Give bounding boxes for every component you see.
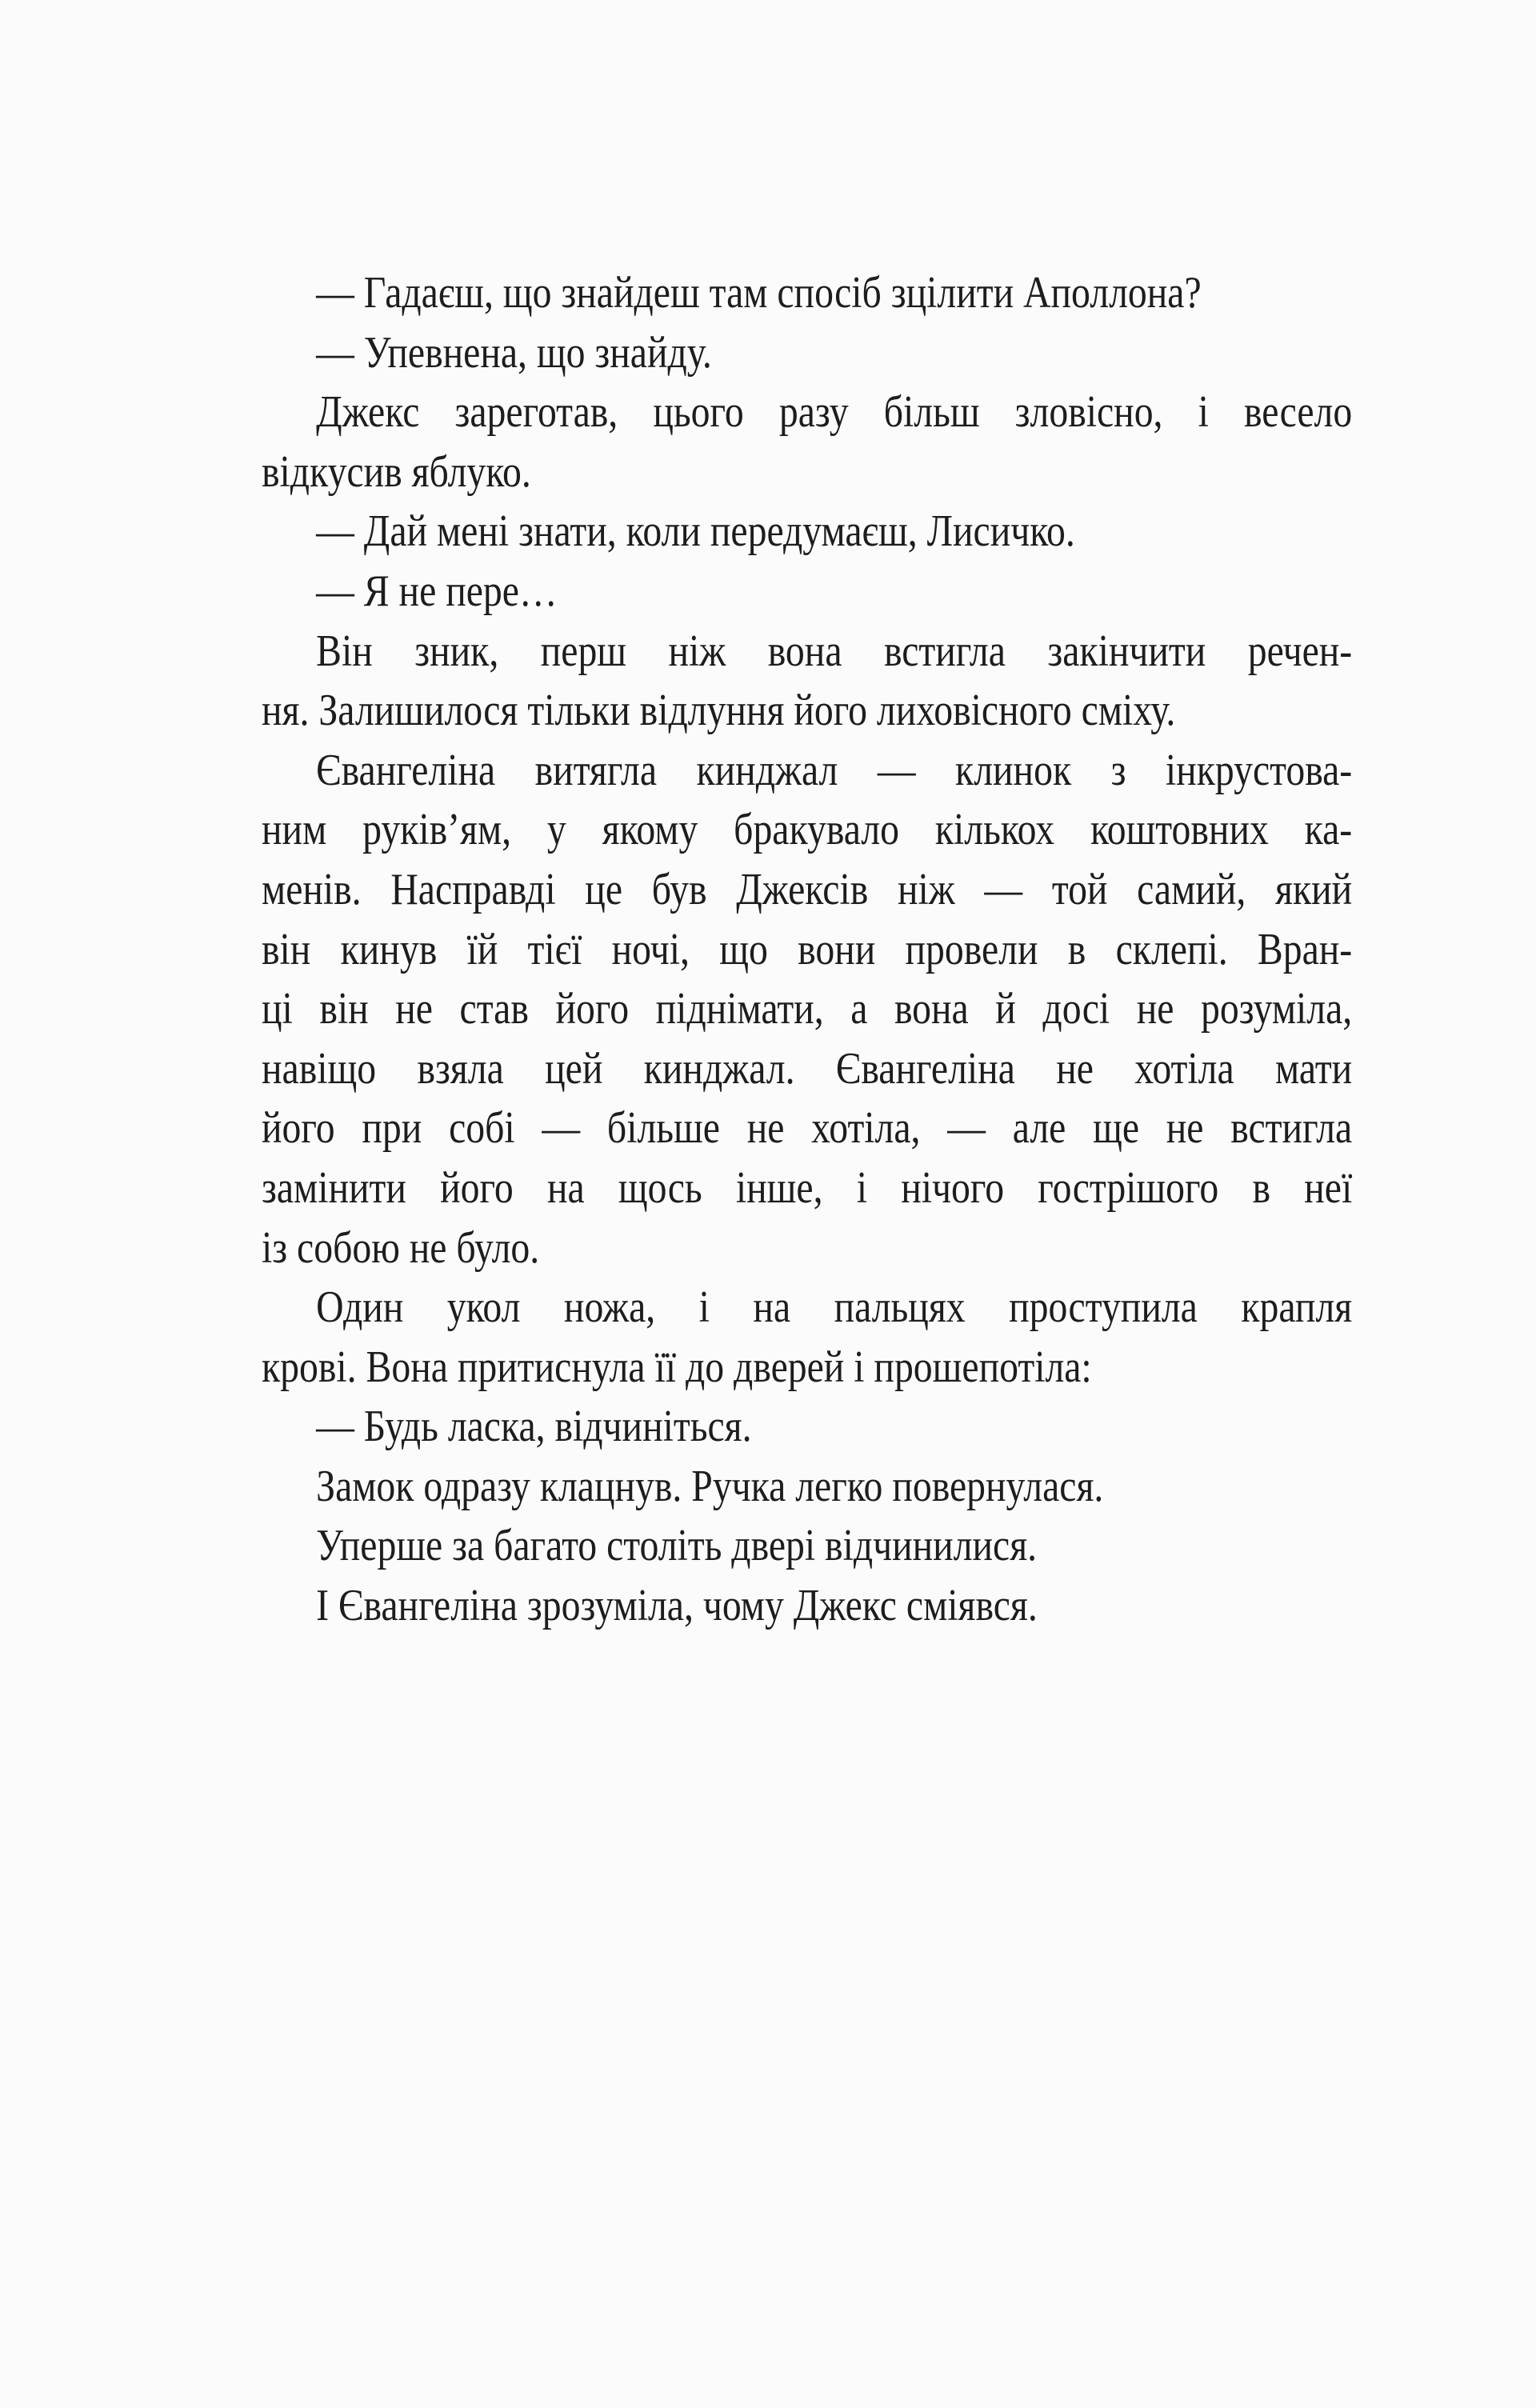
- text-line: із собою не було.: [262, 1222, 540, 1273]
- text-line: — Я не пере…: [316, 566, 558, 616]
- text-line: ним руків’ям, у якому бракувало кількох коштовних ка-: [262, 805, 1353, 855]
- text-line: І Євангеліна зрозуміла, чому Джекс сміявся.: [316, 1581, 1038, 1631]
- paragraph: [262, 1576, 1352, 1636]
- paragraph: [262, 1516, 1352, 1576]
- text-line: ня. Залишилося тільки відлуння його лиховісного сміху.: [262, 686, 1176, 736]
- text-line: відкусив яблуко.: [262, 446, 531, 497]
- text-line: — Дай мені знати, коли передумаєш, Лисичко.: [316, 506, 1075, 557]
- text-line: Один укол ножа, і на пальцях проступила крапля: [316, 1282, 1353, 1333]
- text-line: Він зник, перш ніж вона встигла закінчити речен-: [316, 626, 1353, 676]
- text-line: ці він не став його піднімати, а вона й досі не розуміла,: [262, 984, 1353, 1034]
- paragraph: [262, 502, 1352, 562]
- paragraph: [262, 263, 1352, 323]
- paragraph: [262, 1397, 1352, 1457]
- paragraph: [262, 382, 1352, 502]
- text-line: замінити його на щось інше, і нічого гострішого в неї: [262, 1162, 1353, 1213]
- page-text-block: [262, 263, 1352, 1636]
- text-line: його при собі — більше не хотіла, — але ще не встигла: [262, 1103, 1353, 1154]
- text-line: менів. Насправді це був Джексів ніж — той самий, який: [262, 864, 1353, 914]
- text-line: Джекс зареготав, цього разу більш зловісно, і весело: [316, 387, 1353, 438]
- text-line: він кинув їй тієї ночі, що вони провели в склепі. Вран-: [262, 924, 1353, 974]
- paragraph: [262, 1278, 1352, 1397]
- text-line: Уперше за багато століть двері відчинилися.: [316, 1521, 1038, 1571]
- paragraph: [262, 562, 1352, 622]
- text-line: — Будь ласка, відчиніться.: [316, 1402, 752, 1452]
- text-line: крові. Вона притиснула її до дверей і прошепотіла:: [262, 1342, 1092, 1392]
- text-line: — Гадаєш, що знайдеш там спосіб зцілити Аполлона?: [316, 268, 1202, 318]
- paragraph: [262, 741, 1352, 1278]
- paragraph: [262, 323, 1352, 383]
- text-line: — Упевнена, що знайду.: [316, 327, 712, 378]
- paragraph: [262, 1457, 1352, 1517]
- text-line: Замок одразу клацнув. Ручка легко повернулася.: [316, 1461, 1104, 1511]
- text-line: навіщо взяла цей кинджал. Євангеліна не хотіла мати: [262, 1043, 1353, 1094]
- paragraph: [262, 622, 1352, 741]
- text-line: Євангеліна витягла кинджал — клинок з інкрустова-: [316, 745, 1353, 795]
